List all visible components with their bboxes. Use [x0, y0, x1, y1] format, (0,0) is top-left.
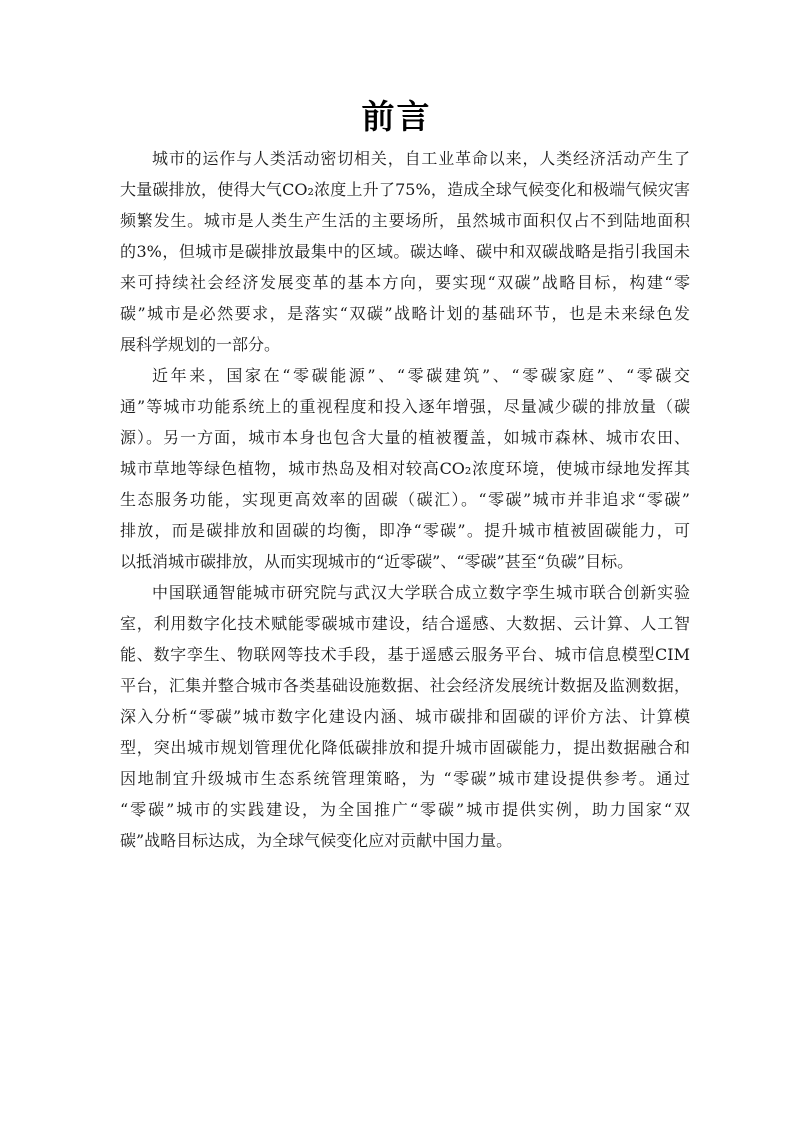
- text-line: 的3%，但城市是碳排放最集中的区域。碳达峰、碳中和双碳战略是指引我国未: [120, 242, 690, 261]
- page-title: 前言: [361, 97, 432, 136]
- text-line: 深入分析“零碳”城市数字化建设内涵、城市碳排和固碳的评价方法、计算模: [120, 707, 690, 726]
- text-line: 通”等城市功能系统上的重视程度和投入逐年增强，尽量减少碳的排放量（碳: [120, 397, 690, 416]
- text-line: 频繁发生。城市是人类生产生活的主要场所，虽然城市面积仅占不到陆地面积: [120, 211, 690, 230]
- text-line: 因地制宜升级城市生态系统管理策略，为 “零碳”城市建设提供参考。通过: [120, 769, 690, 788]
- text-line: 以抵消城市碳排放，从而实现城市的“近零碳”、“零碳”甚至“负碳”目标。: [120, 552, 634, 571]
- text-line: 展科学规划的一部分。: [120, 335, 281, 354]
- paragraph-2: [120, 360, 690, 577]
- text-line: 大量碳排放，使得大气CO₂浓度上升了75%，造成全球气候变化和极端气候灾害: [120, 180, 690, 199]
- text-line: 型，突出城市规划管理优化降低碳排放和提升城市固碳能力，提出数据融合和: [120, 738, 690, 757]
- paragraph-1: [120, 143, 690, 360]
- text-line: 能、数字孪生、物联网等技术手段，基于遥感云服务平台、城市信息模型CIM: [120, 645, 690, 664]
- text-line: 碳”战略目标达成，为全球气候变化应对贡献中国力量。: [120, 831, 513, 850]
- text-line: 中国联通智能城市研究院与武汉大学联合成立数字孪生城市联合创新实验: [152, 583, 690, 602]
- text-line: 室，利用数字化技术赋能零碳城市建设，结合遥感、大数据、云计算、人工智: [120, 614, 690, 633]
- text-line: 生态服务功能，实现更高效率的固碳（碳汇）。“零碳”城市并非追求“零碳”: [120, 490, 690, 509]
- text-line: 城市的运作与人类活动密切相关，自工业革命以来，人类经济活动产生了: [152, 149, 690, 168]
- text-line: 碳”城市是必然要求，是落实“双碳”战略计划的基础环节，也是未来绿色发: [120, 304, 690, 323]
- text-line: 来可持续社会经济发展变革的基本方向，要实现“双碳”战略目标，构建“零: [120, 273, 690, 292]
- text-line: 近年来，国家在“零碳能源”、“零碳建筑”、“零碳家庭”、“零碳交: [152, 366, 690, 385]
- text-line: “零碳”城市的实践建设，为全国推广“零碳”城市提供实例，助力国家“双: [120, 800, 690, 819]
- text-line: 城市草地等绿色植物，城市热岛及相对较高CO₂浓度环境，使城市绿地发挥其: [120, 459, 690, 478]
- paragraph-3: [120, 577, 690, 856]
- body-text: [120, 143, 690, 856]
- text-line: 排放，而是碳排放和固碳的均衡，即净“零碳”。提升城市植被固碳能力，可: [120, 521, 690, 540]
- text-line: 平台，汇集并整合城市各类基础设施数据、社会经济发展统计数据及监测数据，: [120, 676, 690, 695]
- text-line: 源）。另一方面，城市本身也包含大量的植被覆盖，如城市森林、城市农田、: [120, 428, 690, 447]
